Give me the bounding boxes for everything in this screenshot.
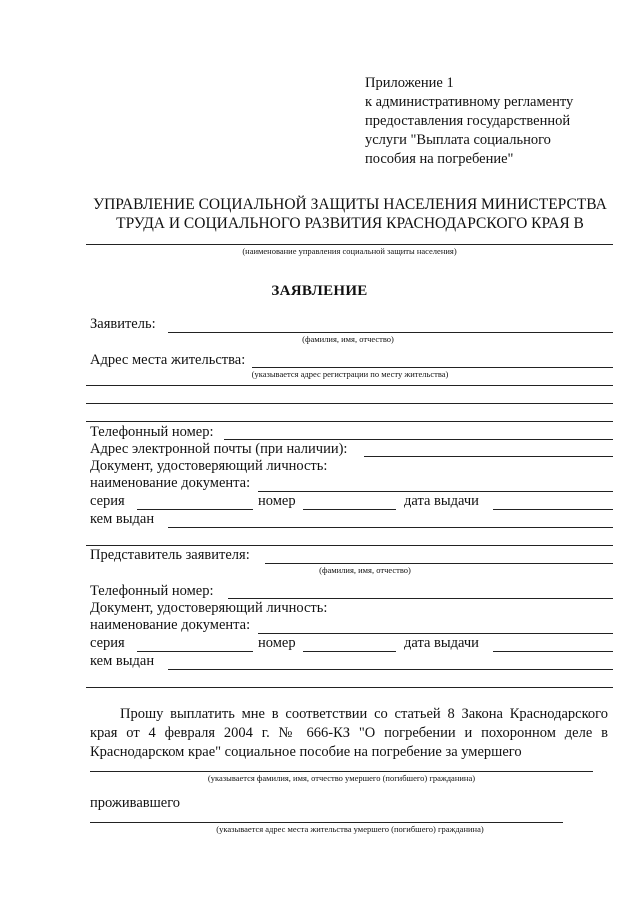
applicant-address-line-2[interactable] xyxy=(86,385,613,386)
applicant-label: Заявитель: xyxy=(90,316,156,332)
applicant-issued-label: кем выдан xyxy=(90,511,155,527)
applicant-address-line-4[interactable] xyxy=(86,421,613,422)
applicant-doc-name-line[interactable] xyxy=(258,491,613,492)
appendix-line: услуги "Выплата социального xyxy=(365,132,551,148)
applicant-name-caption: (фамилия, имя, отчество) xyxy=(302,334,394,344)
request-line-1: Прошу выплатить мне в соответствии со статьей 8 Закона Краснодарского xyxy=(120,706,608,722)
document-title: ЗАЯВЛЕНИЕ xyxy=(271,283,368,299)
deceased-name-line[interactable] xyxy=(90,771,593,772)
agency-heading-line1: УПРАВЛЕНИЕ СОЦИАЛЬНОЙ ЗАЩИТЫ НАСЕЛЕНИЯ МИНИСТЕРСТВА xyxy=(93,196,607,213)
request-paragraph xyxy=(90,705,608,762)
applicant-phone-label: Телефонный номер: xyxy=(90,424,214,440)
representative-doc-name-label: наименование документа: xyxy=(90,617,251,633)
request-line-3: Краснодарском крае" социальное пособие на погребение за умершего xyxy=(90,744,522,760)
representative-name-line[interactable] xyxy=(265,563,613,564)
applicant-address-line-3[interactable] xyxy=(86,403,613,404)
applicant-number-line[interactable] xyxy=(303,509,396,510)
representative-number-line[interactable] xyxy=(303,651,396,652)
applicant-doc-label: Документ, удостоверяющий личность: xyxy=(90,458,328,474)
applicant-address-label: Адрес места жительства: xyxy=(90,352,246,368)
representative-phone-label: Телефонный номер: xyxy=(90,583,214,599)
applicant-address-caption: (указывается адрес регистрации по месту жительства) xyxy=(251,369,449,379)
applicant-date-line[interactable] xyxy=(493,509,613,510)
applicant-date-label: дата выдачи xyxy=(404,493,479,509)
request-line-2: края от 4 февраля 2004 г. № 666-КЗ "О погребении и похоронном деле в xyxy=(90,725,608,741)
appendix-line: Приложение 1 xyxy=(365,75,454,91)
deceased-name-caption: (указывается фамилия, имя, отчество умершего (погибшего) гражданина) xyxy=(207,773,476,783)
appendix-line: предоставления государственной xyxy=(365,113,571,129)
representative-name-caption: (фамилия, имя, отчество) xyxy=(319,565,411,575)
deceased-address-caption: (указывается адрес места жительства умершего (погибшего) гражданина) xyxy=(216,824,484,834)
representative-series-line[interactable] xyxy=(137,651,253,652)
representative-doc-label: Документ, удостоверяющий личность: xyxy=(90,600,328,616)
applicant-number-label: номер xyxy=(258,493,296,509)
representative-doc-name-line[interactable] xyxy=(258,633,613,634)
applicant-name-line[interactable] xyxy=(168,332,613,333)
deceased-address-line[interactable] xyxy=(90,822,563,823)
applicant-series-label: серия xyxy=(90,493,125,509)
applicant-doc-name-label: наименование документа: xyxy=(90,475,251,491)
agency-name-line[interactable] xyxy=(86,244,613,245)
applicant-series-line[interactable] xyxy=(137,509,253,510)
applicant-issued-line[interactable] xyxy=(168,527,613,528)
appendix-note xyxy=(365,74,573,169)
representative-label: Представитель заявителя: xyxy=(90,547,250,563)
agency-name-caption: (наименование управления социальной защиты населения) xyxy=(242,246,457,256)
applicant-phone-line[interactable] xyxy=(224,439,613,440)
appendix-line: пособия на погребение" xyxy=(365,151,514,167)
applicant-email-line[interactable] xyxy=(364,456,613,457)
applicant-address-line[interactable] xyxy=(252,367,613,368)
applicant-issued-line-2[interactable] xyxy=(86,545,613,546)
agency-heading-line2: ТРУДА И СОЦИАЛЬНОГО РАЗВИТИЯ КРАСНОДАРСКОГО КРАЯ В xyxy=(116,215,584,232)
resided-label: проживавшего xyxy=(90,795,181,811)
appendix-line: к административному регламенту xyxy=(365,94,574,110)
representative-phone-line[interactable] xyxy=(228,598,613,599)
representative-issued-label: кем выдан xyxy=(90,653,155,669)
representative-date-label: дата выдачи xyxy=(404,635,479,651)
representative-date-line[interactable] xyxy=(493,651,613,652)
representative-series-label: серия xyxy=(90,635,125,651)
applicant-email-label: Адрес электронной почты (при наличии): xyxy=(90,441,348,457)
representative-issued-line-2[interactable] xyxy=(86,687,613,688)
representative-number-label: номер xyxy=(258,635,296,651)
representative-issued-line[interactable] xyxy=(168,669,613,670)
